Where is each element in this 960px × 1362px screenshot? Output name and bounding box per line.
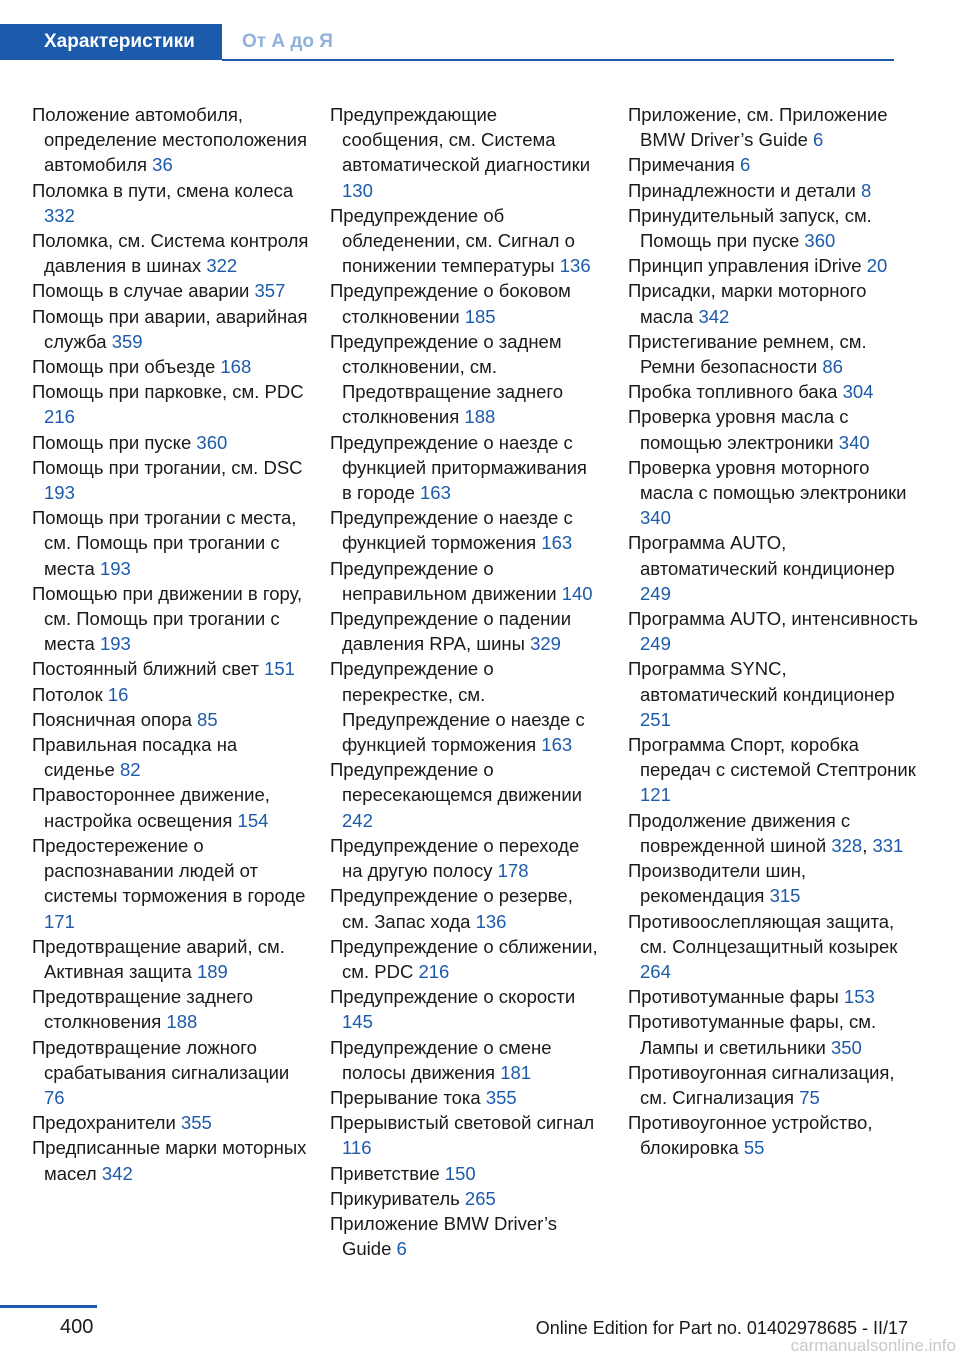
page-link[interactable]: 130 [342, 179, 373, 201]
index-entry [330, 430, 598, 506]
index-entry-text: Потолок [32, 683, 103, 705]
index-entry-text: Программа AUTO, автоматический кондиционер [628, 532, 895, 579]
index-entry [628, 606, 918, 656]
index-entry [330, 203, 598, 279]
index-entry-text: Предотвращение заднего столкновения [32, 986, 254, 1033]
page-link[interactable]: 116 [342, 1137, 372, 1159]
index-entry [330, 656, 598, 757]
index-entry [330, 556, 598, 606]
page-link[interactable]: 189 [196, 960, 228, 982]
page-link[interactable]: 242 [342, 809, 373, 831]
index-entry-text: Приложение BMW Driver’s Guide [330, 1212, 558, 1260]
index-entry-text: Предупреждение о наезде с функцией притормаживания в городе [330, 431, 587, 504]
page-link[interactable]: 181 [500, 1061, 532, 1083]
page-link[interactable]: 216 [44, 406, 75, 428]
page-link[interactable]: 185 [464, 305, 496, 327]
index-entry-text: Помощь при пуске [32, 431, 192, 453]
page-link[interactable]: 331 [872, 834, 904, 856]
page-link[interactable]: 264 [640, 960, 671, 982]
index-entry [628, 530, 918, 606]
index-entry-text: Пристегивание ремнем, см. Ремни безопасности [628, 330, 867, 378]
index-entry-text: Предохранители [32, 1112, 176, 1134]
page-number: 400 [60, 1316, 94, 1338]
index-entry-text: Прерывание тока [330, 1086, 481, 1108]
page-link[interactable]: 304 [842, 381, 874, 403]
index-entry [32, 707, 312, 732]
index-entry-text: Помощь при парковке, см. PDC [32, 381, 304, 403]
index-entry-text: Проверка уровня масла с помощью электроники [628, 406, 849, 453]
index-entry-text: Предупреждение о смене полосы движения [330, 1036, 552, 1083]
index-entry-text: Противоугонное устройство, блокировка [628, 1112, 873, 1159]
index-entry [32, 228, 312, 278]
page-link[interactable]: 328 [831, 834, 863, 856]
index-entry [32, 1110, 312, 1135]
index-entry [628, 732, 918, 808]
index-entry [330, 278, 598, 328]
index-column-1 [32, 102, 312, 1186]
index-entry-text: Правильная посадка на сиденье [32, 734, 238, 781]
index-entry-text: Противотуманные фары, см. Лампы и светильники [628, 1011, 877, 1058]
page-link[interactable]: 136 [559, 255, 591, 277]
tab-characteristics[interactable]: Характеристики [0, 24, 222, 60]
index-entry [628, 253, 918, 278]
watermark: carmanualsonline.info [790, 1336, 956, 1355]
index-entry [628, 455, 918, 531]
index-entry [32, 682, 312, 707]
index-entry [330, 505, 598, 555]
index-entry [628, 404, 918, 454]
page-link[interactable]: 357 [254, 280, 286, 302]
index-entry-text: Программа SYNC, автоматический кондиционер [628, 658, 895, 705]
index-entry [628, 278, 918, 328]
page-link[interactable]: 193 [99, 557, 131, 579]
tab-bar [0, 24, 960, 60]
index-entry [628, 1060, 918, 1110]
page-link[interactable]: 8 [860, 179, 872, 201]
page-link[interactable]: 163 [420, 482, 451, 504]
edition-note: Online Edition for Part no. 01402978685 - II/17 [535, 1318, 908, 1338]
page-link[interactable]: 251 [640, 708, 671, 730]
index-entry [330, 1085, 598, 1110]
page-link[interactable]: 249 [640, 633, 671, 655]
footer-divider [0, 1305, 97, 1308]
index-entry [628, 379, 918, 404]
index-entry [32, 984, 312, 1034]
index-entry [330, 329, 598, 430]
index-entry [32, 732, 312, 782]
index-entry [32, 505, 312, 581]
page-link[interactable]: 6 [739, 154, 751, 176]
page-link[interactable]: 315 [769, 885, 801, 907]
page-link[interactable]: 163 [541, 734, 573, 756]
page-link[interactable]: 85 [197, 708, 218, 730]
index-entry-text: Предупреждение об обледенении, см. Сигнал о понижении температуры [330, 204, 575, 277]
index-entry [32, 278, 312, 303]
index-entry-text: Проверка уровня моторного масла с помощью электроники [628, 456, 907, 504]
index-entry [628, 909, 918, 985]
index-entry [32, 1035, 312, 1111]
index-entry [32, 304, 312, 354]
index-entry-text: Прикуриватель [330, 1187, 460, 1209]
page-link[interactable]: 150 [444, 1162, 476, 1184]
index-entry-text: Прерывистый световой сигнал [330, 1112, 595, 1134]
index-entry [330, 1110, 598, 1160]
index-entry-text: Предотвращение аварий, см. Активная защита [32, 935, 285, 982]
index-entry-text: Принадлежности и детали [628, 179, 856, 201]
index-entry [330, 1211, 598, 1261]
page-link[interactable]: 350 [830, 1036, 862, 1058]
index-entry-text: Производители шин, рекомендация [628, 860, 807, 907]
page-link[interactable]: 188 [464, 406, 496, 428]
index-entry [330, 984, 598, 1034]
page-link[interactable]: 163 [541, 532, 573, 554]
index-entry-text: Программа Спорт, коробка передач с системой Стептроник [628, 734, 916, 781]
page-link[interactable]: 140 [561, 582, 593, 604]
index-entry-text: Пробка топливного бака [628, 381, 838, 403]
index-entry-text: Предостережение о распознавании людей от системы торможения в городе [32, 834, 306, 907]
index-entry [628, 1110, 918, 1160]
page-link[interactable]: 342 [698, 305, 730, 327]
index-entry-text: Предупреждение о боковом столкновении [330, 280, 571, 327]
index-column-3 [628, 102, 918, 1161]
index-entry [330, 883, 598, 933]
index-entry [628, 1009, 918, 1059]
index-entry [628, 152, 918, 177]
index-entry [628, 329, 918, 379]
index-entry-text: Постоянный ближний свет [32, 658, 259, 680]
page-link[interactable]: 145 [342, 1011, 373, 1033]
index-entry-text: Помощь при аварии, аварийная служба [32, 305, 308, 352]
index-entry-text: Предупреждение о резерве, см. Запас хода [330, 885, 573, 932]
index-entry-text: Поломка в пути, смена колеса [32, 179, 294, 201]
index-entry-text: Положение автомобиля, определение местоположения автомобиля [32, 104, 308, 176]
index-entry-text: Помощь при трогании с места, см. Помощь при трогании с места [32, 507, 297, 579]
page-link[interactable]: 36 [152, 154, 173, 176]
page-link[interactable]: 265 [464, 1187, 496, 1209]
page-link[interactable]: 340 [640, 507, 671, 529]
index-entry-text: Поясничная опора [32, 708, 192, 730]
index-entry-text: Предупреждение о перекрестке, см. Предупреждение о наезде с функцией торможения [330, 658, 585, 756]
index-entry [32, 178, 312, 228]
page-link[interactable]: 76 [44, 1086, 65, 1108]
index-entry-text: Предупреждение о скорости [330, 986, 576, 1008]
page-link[interactable]: 249 [640, 582, 671, 604]
index-entry [330, 102, 598, 203]
page-link[interactable]: 360 [804, 230, 836, 252]
index-entry-text: Приложение, см. Приложение BMW Driver’s Guide [628, 104, 888, 151]
page-link[interactable]: 82 [119, 759, 141, 781]
page-link[interactable]: 188 [166, 1011, 198, 1033]
index-entry [330, 757, 598, 833]
index-entry [330, 1161, 598, 1186]
page-link[interactable]: 86 [822, 356, 843, 378]
page-link[interactable]: 55 [743, 1137, 765, 1159]
page-link[interactable]: 20 [866, 255, 888, 277]
index-entry-text: Предупреждение о сближении, см. PDC [330, 935, 598, 982]
index-entry [628, 178, 918, 203]
page-link[interactable]: 322 [206, 255, 238, 277]
index-entry-text: Помощь при объезде [32, 356, 216, 378]
page-link[interactable]: 193 [44, 482, 75, 504]
page-link[interactable]: 355 [485, 1086, 517, 1108]
index-entry [32, 833, 312, 934]
index-entry-text: Противоугонная сигнализация, см. Сигнализация [628, 1061, 895, 1108]
index-entry [628, 858, 918, 908]
index-entry-text: Принцип управления iDrive [628, 255, 862, 277]
page-link[interactable]: 6 [396, 1238, 407, 1260]
index-entry [330, 1035, 598, 1085]
index-entry [32, 379, 312, 429]
index-entry-text: Предупреждение о заднем столкновении, см. Предотвращение заднего столкновения [330, 330, 564, 428]
index-entry-text: Помощью при движении в гору, см. Помощь при трогании с места [32, 582, 303, 655]
page-link[interactable]: 16 [107, 683, 129, 705]
index-entry: Продолжение движения с поврежденной шиной 328, 331 [628, 809, 904, 856]
index-entry-text: Предупреждение о наезде с функцией торможения [330, 507, 573, 554]
index-entry [32, 656, 312, 681]
index-entry-text: Предупреждающие сообщения, см. Система автоматической диагностики [330, 104, 591, 176]
index-column-2 [330, 102, 598, 1261]
index-entry-text: Продолжение движения с поврежденной шиной [628, 809, 851, 856]
page-link[interactable]: 329 [530, 633, 561, 655]
page-link[interactable]: 171 [44, 910, 75, 932]
index-entry-text: Присадки, марки моторного масла [628, 280, 867, 327]
index-entry-text: Предупреждение о переходе на другую полосу [330, 834, 580, 882]
page-link[interactable]: 340 [838, 431, 870, 453]
index-entry-text: Поломка, см. Система контроля давления в шинах [32, 230, 309, 277]
page-link[interactable]: 359 [111, 330, 143, 352]
page-link[interactable]: 342 [101, 1162, 133, 1184]
tab-a-to-z[interactable]: От А до Я [242, 31, 333, 52]
index-entry [628, 203, 918, 253]
page-link[interactable]: 153 [843, 986, 875, 1008]
index-entry [32, 430, 312, 455]
page-link[interactable]: 6 [813, 129, 824, 151]
index-entry-text: Предупреждение о падении давления RPA, шины [330, 608, 572, 655]
index-entry [628, 984, 918, 1009]
index-entry [330, 606, 598, 656]
page-link[interactable]: 151 [264, 658, 295, 680]
page-link[interactable]: 360 [196, 431, 228, 453]
index-entry-text: Противоослепляющая защита, см. Солнцезащитный козырек [628, 910, 898, 957]
index-entry-text: Противотуманные фары [628, 986, 839, 1008]
index-entry [32, 455, 312, 505]
index-entry-text: Программа AUTO, интенсивность [628, 608, 919, 630]
index-entry [32, 581, 312, 657]
index-entry [330, 1186, 598, 1211]
page-link[interactable]: 193 [99, 633, 131, 655]
index-entry [628, 102, 918, 152]
index-entry-text: Предупреждение о неправильном движении [330, 557, 557, 604]
index-entry [32, 1135, 312, 1185]
index-entry-text: Принудительный запуск, см. Помощь при пуске [628, 204, 872, 252]
index-entry-text: Помощь при трогании, см. DSC [32, 456, 303, 478]
page-link[interactable]: 168 [220, 356, 252, 378]
page-link[interactable]: 355 [180, 1112, 212, 1134]
index-entry [330, 934, 598, 984]
index-entry-text: Предупреждение о пересекающемся движении [330, 759, 583, 806]
index-entry-text: Примечания [628, 154, 735, 176]
index-entry [32, 934, 312, 984]
index-entry [330, 833, 598, 883]
index-entry [628, 656, 918, 732]
index-entry-text: Предотвращение ложного срабатывания сигнализации [32, 1036, 290, 1083]
index-entry [32, 782, 312, 832]
page-link[interactable]: 154 [237, 809, 269, 831]
page-link[interactable]: 121 [640, 784, 671, 806]
page-link[interactable]: 216 [418, 960, 450, 982]
page-link[interactable]: 75 [799, 1086, 820, 1108]
page-link[interactable]: 332 [44, 204, 75, 226]
index-entry [32, 354, 312, 379]
page-link[interactable]: 136 [475, 910, 507, 932]
index-entry-text: Предписанные марки моторных масел [32, 1137, 307, 1184]
page-link[interactable]: 178 [497, 860, 529, 882]
index-entry-text: Правостороннее движение, настройка освещения [32, 784, 270, 831]
index-entry-text: Приветствие [330, 1162, 440, 1184]
index-entry [32, 102, 312, 178]
tab-underline [222, 59, 894, 61]
index-entry-text: Помощь в случае аварии [32, 280, 250, 302]
